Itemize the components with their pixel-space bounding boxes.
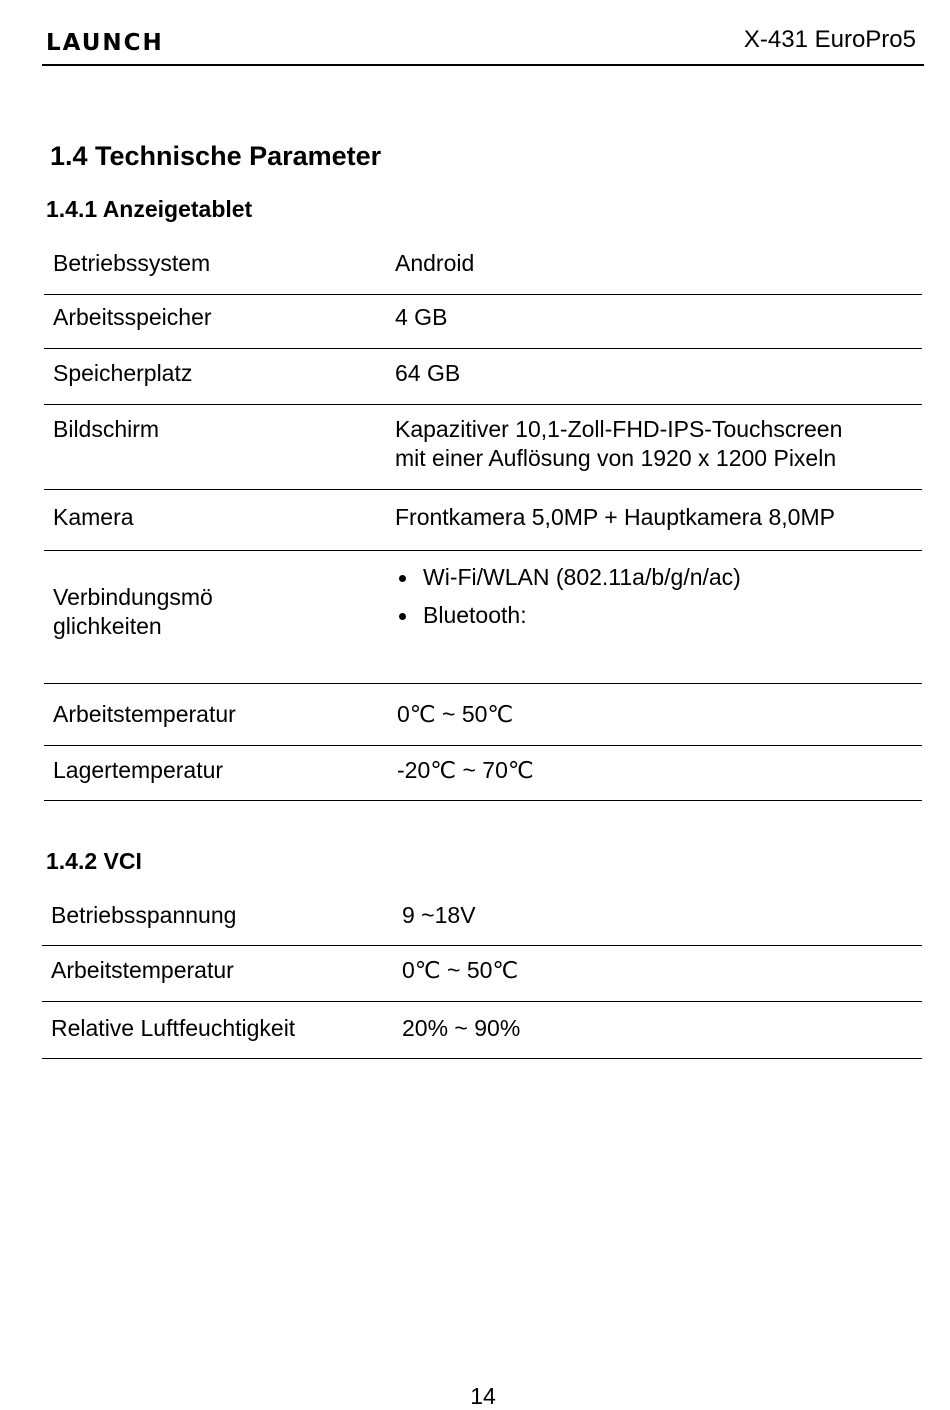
spec-value: Frontkamera 5,0MP + Hauptkamera 8,0MP <box>395 504 835 530</box>
spec-value: 20% ~ 90% <box>402 1015 521 1041</box>
brand-logo: LAUNCH <box>46 30 164 56</box>
spec-value: 9 ~18V <box>402 902 476 928</box>
spec-value: 4 GB <box>395 304 448 330</box>
spec-label: Speicherplatz <box>53 360 193 386</box>
spec-label: Bildschirm <box>53 416 160 442</box>
spec-value-line: mit einer Auflösung von 1920 x 1200 Pixeln <box>395 445 837 471</box>
spec-label: Relative Luftfeuchtigkeit <box>51 1015 296 1041</box>
vci-heading: 1.4.2 VCI <box>46 848 142 874</box>
table-row <box>44 551 922 684</box>
page-number: 14 <box>470 1383 496 1409</box>
tablet-spec-table <box>44 240 922 801</box>
table-row <box>44 746 922 801</box>
list-item: Bluetooth: <box>395 601 741 639</box>
table-row <box>42 1002 922 1059</box>
table-row <box>44 295 922 349</box>
page-header <box>42 0 924 66</box>
tablet-heading: 1.4.1 Anzeigetablet <box>46 196 253 222</box>
spec-label: Lagertemperatur <box>53 757 224 783</box>
vci-spec-table <box>42 890 922 1059</box>
section-title: 1.4 Technische Parameter <box>50 141 382 171</box>
table-row <box>42 890 922 946</box>
table-row <box>44 490 922 551</box>
product-model: X-431 EuroPro5 <box>743 26 916 53</box>
table-row <box>44 405 922 490</box>
connectivity-list <box>395 563 741 639</box>
spec-label: Arbeitstemperatur <box>53 701 236 727</box>
spec-value: -20℃ ~ 70℃ <box>397 757 534 783</box>
table-row <box>44 349 922 405</box>
spec-value: 64 GB <box>395 360 461 386</box>
spec-value: 0℃ ~ 50℃ <box>402 957 519 983</box>
list-item: Wi-Fi/WLAN (802.11a/b/g/n/ac) <box>395 563 741 601</box>
spec-label: Arbeitsspeicher <box>53 304 212 330</box>
table-row <box>44 240 922 295</box>
spec-value-line: Kapazitiver 10,1-Zoll-FHD-IPS-Touchscreen <box>395 416 843 442</box>
spec-value: 0℃ ~ 50℃ <box>397 701 514 727</box>
spec-label-line: Verbindungsmö <box>53 584 213 610</box>
spec-label: Kamera <box>53 504 134 530</box>
spec-label: Arbeitstemperatur <box>51 957 234 983</box>
table-row <box>42 946 922 1002</box>
spec-label-line: glichkeiten <box>53 613 162 639</box>
table-row <box>44 684 922 746</box>
spec-value: Android <box>395 250 475 276</box>
spec-label: Betriebssystem <box>53 250 211 276</box>
spec-label: Betriebsspannung <box>51 902 237 928</box>
